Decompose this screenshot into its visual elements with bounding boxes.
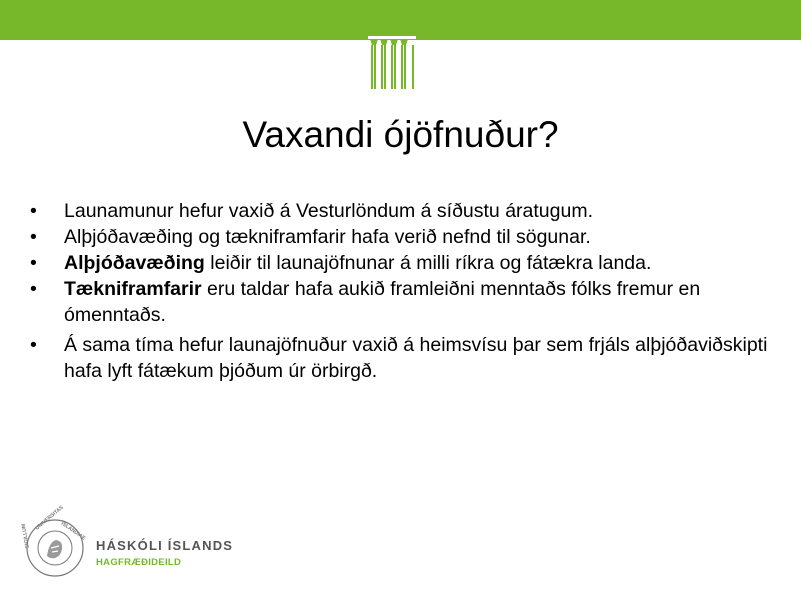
bullet-item	[30, 224, 770, 250]
department-name: HAGFRÆÐIDEILD	[96, 557, 182, 568]
svg-text:UNIVERSITAS: UNIVERSITAS	[34, 504, 65, 532]
bullet-item	[30, 198, 770, 224]
bullet-text: Á sama tíma hefur launajöfnuður vaxið á heimsvísu þar sem frjáls alþjóðaviðskipti hafa lyft fátækum þjóðum úr örbirgð.	[64, 334, 768, 382]
university-pillars-icon	[360, 23, 424, 91]
bullet-text: Alþjóðavæðing og tækniframfarir hafa verið nefnd til sögunar.	[64, 226, 591, 248]
bullet-list	[30, 198, 770, 384]
bullet-text: leiðir til launajöfnunar á milli ríkra og fátækra landa.	[204, 252, 652, 274]
bullet-text: eru taldar hafa aukið framleiðni menntaðs fólks fremur en ómenntaðs.	[64, 278, 701, 326]
svg-text:SIGILLUM: SIGILLUM	[20, 523, 31, 549]
bullet-item	[30, 250, 770, 276]
bullet-text: Launamunur hefur vaxið á Vesturlöndum á síðustu áratugum.	[64, 200, 593, 222]
bullet-bold-term: Alþjóðavæðing	[64, 252, 205, 274]
slide-title: Vaxandi ójöfnuður?	[242, 114, 559, 155]
bullet-item	[30, 276, 770, 328]
university-seal-icon	[20, 504, 87, 578]
svg-text:ISLANDIAE: ISLANDIAE	[59, 520, 87, 542]
bullet-bold-term: Tækniframfarir	[64, 278, 202, 300]
university-name: HÁSKÓLI ÍSLANDS	[96, 538, 234, 553]
bullet-item	[30, 332, 770, 384]
